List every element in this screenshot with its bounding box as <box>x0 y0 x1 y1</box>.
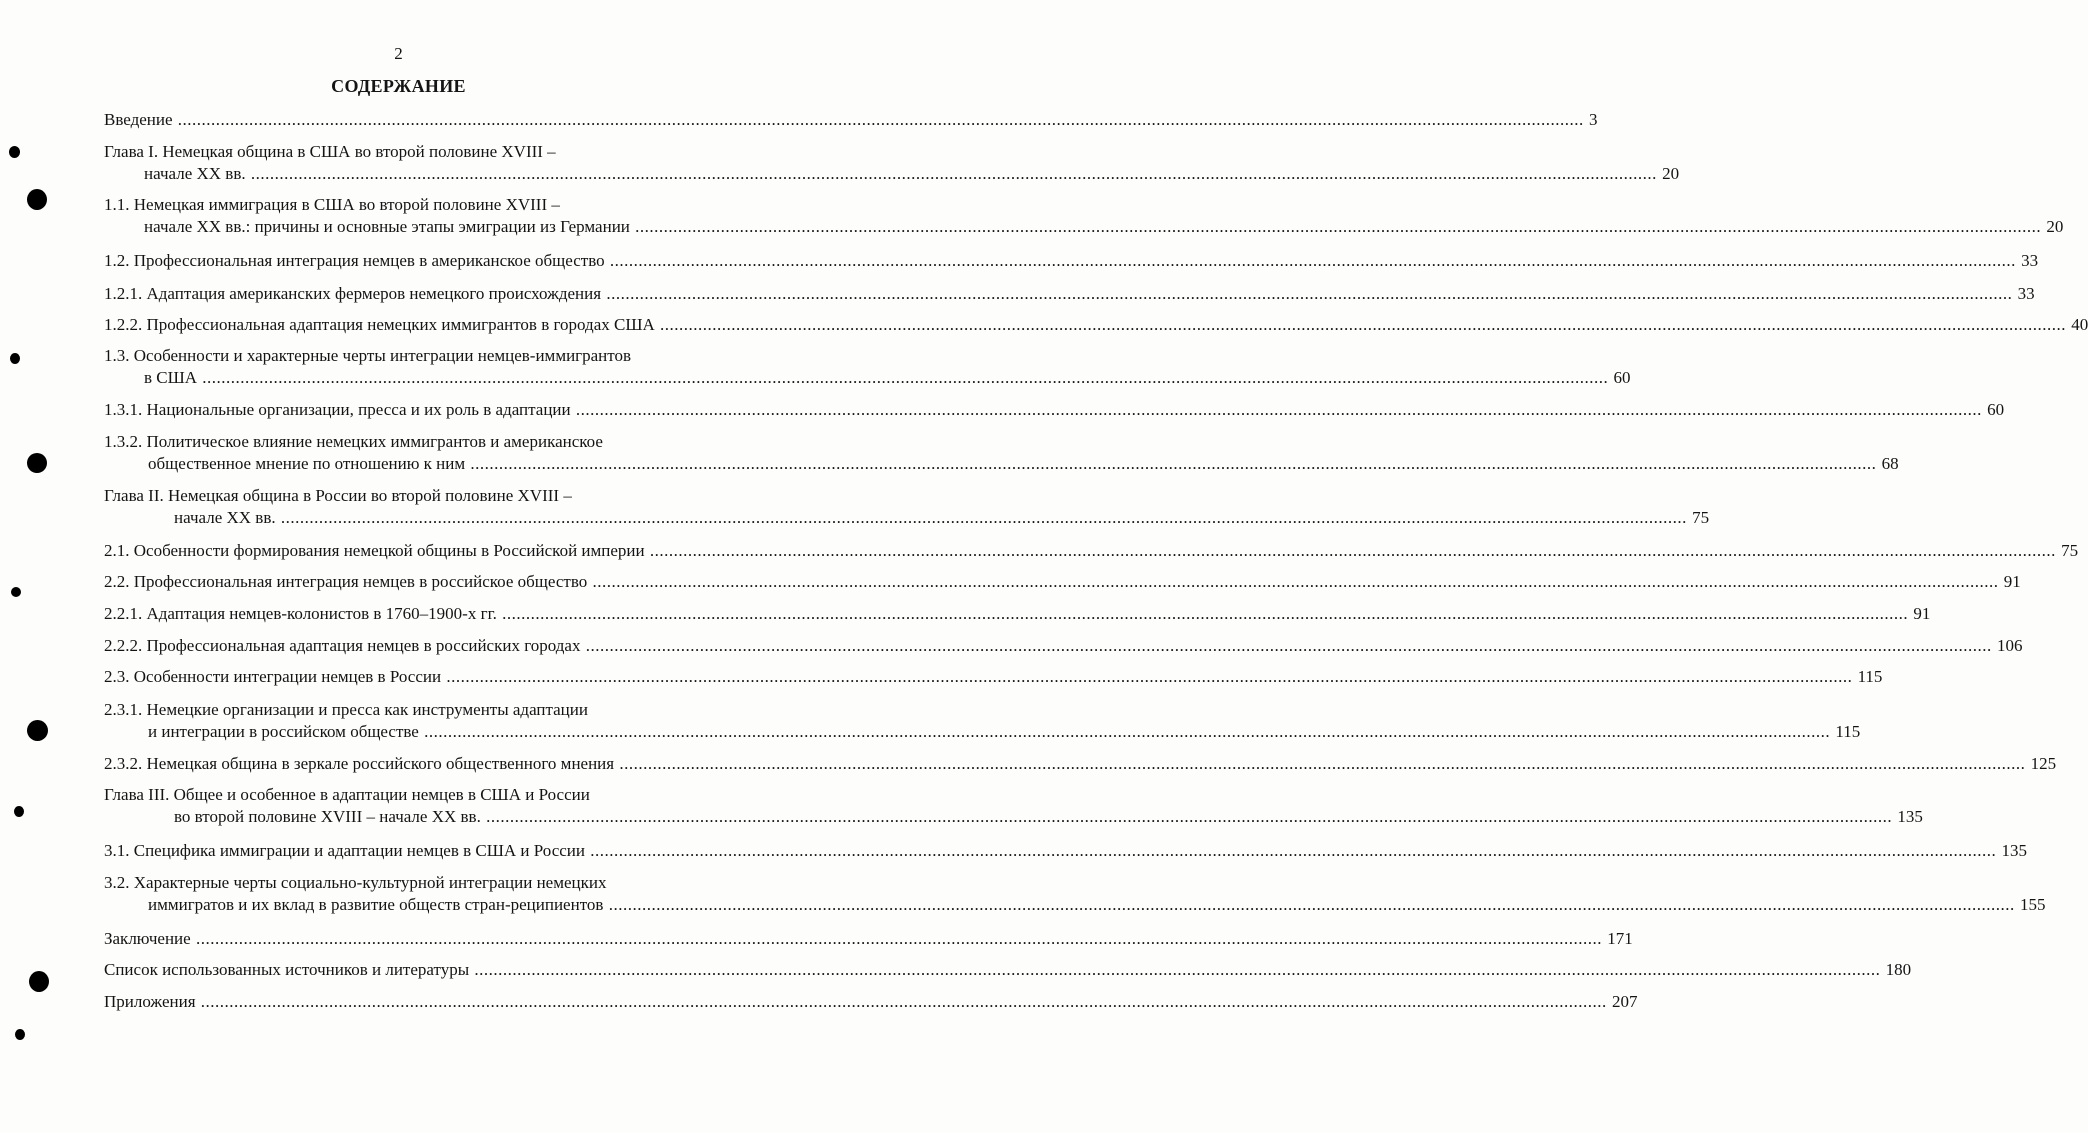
toc-entry-title: Приложения <box>104 992 196 1011</box>
toc-entry-title: 2.2.1. Адаптация немцев-колонистов в 1760–1900-х гг. <box>104 604 497 623</box>
toc-entry-page: 91 <box>2003 572 2021 591</box>
toc-entry-page: 3 <box>1589 110 1598 129</box>
toc-entry-section-1-3-2 <box>104 431 1899 475</box>
dot-leader <box>486 807 1892 826</box>
toc-entry-page: 91 <box>1913 604 1931 623</box>
toc-entry-page: 68 <box>1881 454 1899 473</box>
toc-entry-section-2-1 <box>104 540 2079 562</box>
punch-hole <box>10 353 20 364</box>
toc-entry-title-continued: и интеграции в российском обществе <box>148 722 419 741</box>
toc-entry-title: 1.3.2. Политическое влияние немецких иммигрантов и американское <box>104 432 603 451</box>
punch-hole <box>11 587 21 597</box>
punch-hole <box>27 720 48 741</box>
toc-entry-title: Список использованных источников и литературы <box>104 960 470 979</box>
toc-entry-page: 75 <box>2061 541 2079 560</box>
toc-entry-page: 115 <box>1857 667 1883 686</box>
toc-entry-introduction <box>104 109 1598 131</box>
toc-entry-section-3-1 <box>104 840 2027 862</box>
toc-entry-title: Введение <box>104 110 173 129</box>
toc-entry-chapter-3 <box>104 784 1923 828</box>
dot-leader <box>470 454 1876 473</box>
dot-leader <box>281 508 1687 527</box>
punch-hole <box>9 146 20 158</box>
toc-entry-section-2-2-2 <box>104 635 2023 657</box>
dot-leader <box>178 110 1584 129</box>
dot-leader <box>202 368 1608 387</box>
dot-leader <box>635 217 2041 236</box>
dot-leader <box>593 572 1999 591</box>
toc-entry-title: 2.2. Профессиональная интеграция немцев в российское общество <box>104 572 588 591</box>
dot-leader <box>650 541 2056 560</box>
toc-entry-page: 20 <box>2046 217 2064 236</box>
punch-hole <box>15 1029 25 1040</box>
toc-entry-page: 171 <box>1607 929 1633 948</box>
punch-hole <box>29 971 49 992</box>
toc-entry-page: 40 <box>2071 315 2088 334</box>
dot-leader <box>586 636 1992 655</box>
toc-entry-page: 180 <box>1885 960 1912 979</box>
page-title: СОДЕРЖАНИЕ <box>331 76 466 96</box>
dot-leader <box>251 164 1657 183</box>
toc-entry-section-1-1 <box>104 194 2064 238</box>
toc-entry-section-1-2 <box>104 250 2039 272</box>
dot-leader <box>196 929 1602 948</box>
dot-leader <box>424 722 1830 741</box>
dot-leader <box>610 251 2016 270</box>
toc-entry-title: 1.1. Немецкая иммиграция в США во второй половине XVIII – <box>104 195 560 214</box>
dot-leader <box>474 960 1880 979</box>
dot-leader <box>606 284 2012 303</box>
toc-entry-section-2-3-2 <box>104 753 2057 775</box>
toc-entry-title: 1.2.2. Профессиональная адаптация немецких иммигрантов в городах США <box>104 315 655 334</box>
toc-entry-appendices <box>104 991 1638 1013</box>
toc-entry-section-2-3-1 <box>104 699 1861 743</box>
toc-entry-title: 2.3.2. Немецкая община в зеркале российского общественного мнения <box>104 754 615 773</box>
toc-entry-title-continued: во второй половине XVIII – начале XX вв. <box>174 807 481 826</box>
dot-leader <box>446 667 1852 686</box>
toc-entry-section-1-3 <box>104 345 1631 389</box>
toc-entry-chapter-1 <box>104 141 1680 185</box>
toc-entry-page: 33 <box>2021 251 2039 270</box>
toc-entry-page: 155 <box>2019 895 2046 914</box>
toc-entry-title: 2.3. Особенности интеграции немцев в России <box>104 667 442 686</box>
dot-leader <box>590 841 1996 860</box>
toc-entry-page: 20 <box>1662 164 1680 183</box>
punch-hole <box>27 453 47 473</box>
toc-entry-section-2-2 <box>104 571 2021 593</box>
toc-entry-title: 1.3. Особенности и характерные черты интеграции немцев-иммигрантов <box>104 346 632 365</box>
dot-leader <box>201 992 1607 1011</box>
toc-entry-title: Глава III. Общее и особенное в адаптации немцев в США и России <box>104 785 590 804</box>
toc-entry-page: 106 <box>1996 636 2023 655</box>
punch-hole <box>27 189 47 210</box>
toc-entry-page: 75 <box>1692 508 1710 527</box>
toc-entry-section-2-3 <box>104 666 1883 688</box>
toc-entry-title: 1.2. Профессиональная интеграция немцев в американское общество <box>104 251 605 270</box>
toc-entry-title: 2.2.2. Профессиональная адаптация немцев в российских городах <box>104 636 581 655</box>
toc-entry-page: 115 <box>1835 722 1861 741</box>
toc-entry-page: 135 <box>1897 807 1923 826</box>
dot-leader <box>660 315 2066 334</box>
punch-hole <box>14 806 24 817</box>
toc-entry-page: 60 <box>1613 368 1631 387</box>
dot-leader <box>576 400 1982 419</box>
toc-entry-title: 3.2. Характерные черты социально-культурной интеграции немецких <box>104 873 607 892</box>
toc-entry-section-1-2-2 <box>104 314 2088 336</box>
toc-entry-title: 3.1. Специфика иммиграции и адаптации немцев в США и России <box>104 841 585 860</box>
toc-entry-title: 1.2.1. Адаптация американских фермеров немецкого происхождения <box>104 284 602 303</box>
toc-entry-title: Глава I. Немецкая община в США во второй половине XVIII – <box>104 142 556 161</box>
dot-leader <box>609 895 2015 914</box>
toc-entry-title-continued: в США <box>144 368 198 387</box>
toc-entry-page: 33 <box>2017 284 2035 303</box>
toc-entry-title-continued: иммигратов и их вклад в развитие обществ стран-реципиентов <box>148 895 604 914</box>
dot-leader <box>502 604 1908 623</box>
toc-entry-title-continued: начале XX вв.: причины и основные этапы эмиграции из Германии <box>144 217 630 236</box>
toc-entry-title: Заключение <box>104 929 191 948</box>
toc-entry-conclusion <box>104 928 1633 950</box>
toc-entry-bibliography <box>104 959 1912 981</box>
toc-entry-title-continued: начале XX вв. <box>144 164 246 183</box>
toc-entry-page: 125 <box>2030 754 2057 773</box>
dot-leader <box>619 754 2025 773</box>
toc-entry-section-1-3-1 <box>104 399 2005 421</box>
toc-entry-title: 2.3.1. Немецкие организации и пресса как инструменты адаптации <box>104 700 588 719</box>
toc-entry-title: 1.3.1. Национальные организации, пресса и их роль в адаптации <box>104 400 571 419</box>
toc-entry-title-continued: начале XX вв. <box>174 508 276 527</box>
toc-entry-title: 2.1. Особенности формирования немецкой общины в Российской империи <box>104 541 645 560</box>
toc-entry-chapter-2 <box>104 485 1710 529</box>
toc-entry-title: Глава II. Немецкая община в России во второй половине XVIII – <box>104 486 572 505</box>
toc-entry-page: 207 <box>1612 992 1638 1011</box>
toc-entry-section-1-2-1 <box>104 283 2035 305</box>
toc-entry-section-2-2-1 <box>104 603 1931 625</box>
toc-entry-page: 135 <box>2001 841 2027 860</box>
toc-entry-section-3-2 <box>104 872 2046 916</box>
toc-entry-page: 60 <box>1987 400 2005 419</box>
toc-entry-title-continued: общественное мнение по отношению к ним <box>148 454 466 473</box>
page-number: 2 <box>394 44 403 63</box>
